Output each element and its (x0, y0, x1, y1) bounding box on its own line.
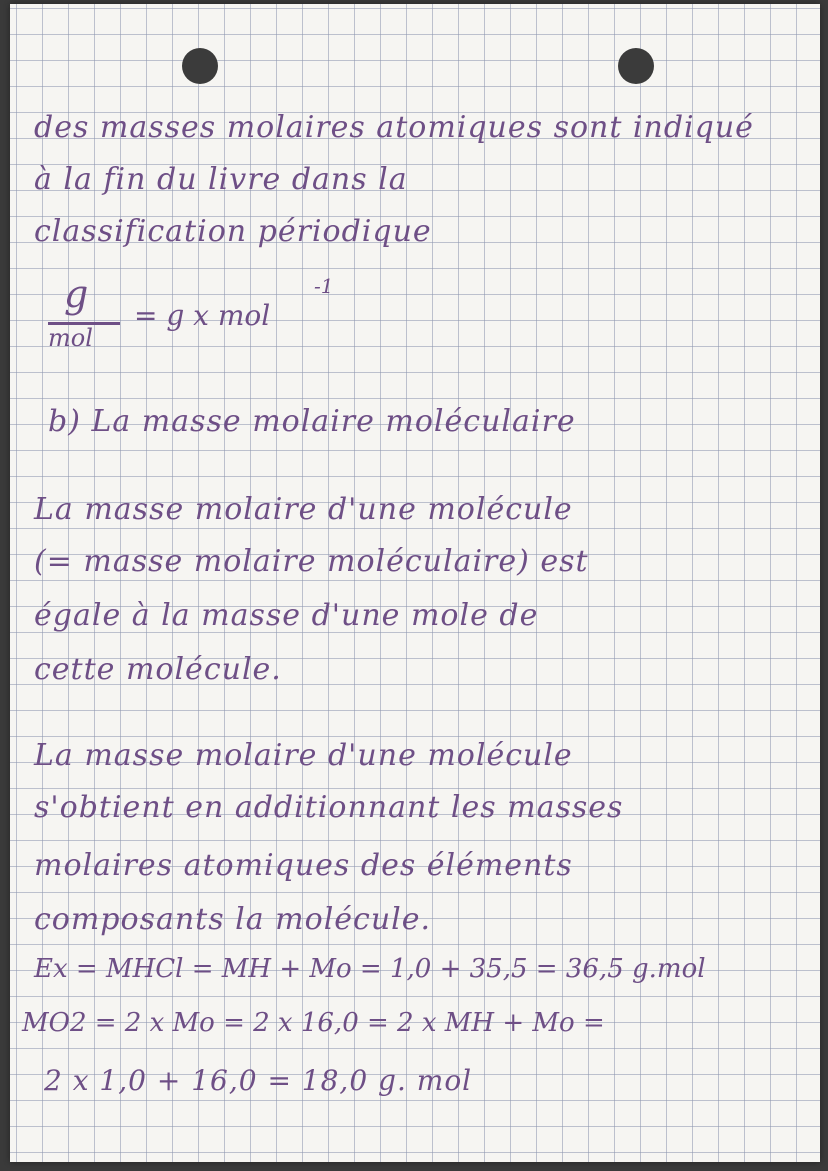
punch-hole-right (618, 48, 654, 84)
text-line-8: cette molécule. (34, 652, 282, 687)
text-line-5: La masse molaire d'une molécule (34, 492, 573, 527)
unit-exponent: -1 (314, 274, 334, 298)
text-line-12: composants la molécule. (34, 902, 432, 937)
text-line-9: La masse molaire d'une molécule (34, 738, 573, 773)
text-line-6: (= masse molaire moléculaire) est (34, 544, 589, 579)
text-line-7: égale à la masse d'une mole de (34, 598, 539, 633)
notebook-page (10, 4, 820, 1162)
text-line-11: molaires atomiques des éléments (34, 848, 573, 883)
unit-fraction (44, 272, 128, 362)
example-line-1: Ex = MHCl = MH + Mo = 1,0 + 35,5 = 36,5 g.mol (34, 954, 706, 984)
example-line-3: 2 x 1,0 + 16,0 = 18,0 g. mol (44, 1064, 473, 1097)
text-line-2: à la fin du livre dans la (34, 162, 408, 197)
fraction-denominator: mol (48, 324, 93, 352)
text-line-1: des masses molaires atomiques sont indiqué (34, 110, 754, 145)
text-line-3: classification périodique (34, 214, 432, 249)
fraction-numerator: g (64, 272, 89, 316)
unit-equation: = g x mol (134, 299, 271, 332)
punch-hole-left (182, 48, 218, 84)
section-heading-b: b) La masse molaire moléculaire (48, 404, 576, 439)
text-line-10: s'obtient en additionnant les masses (34, 790, 624, 825)
example-line-2: MO2 = 2 x Mo = 2 x 16,0 = 2 x MH + Mo = (22, 1008, 605, 1038)
